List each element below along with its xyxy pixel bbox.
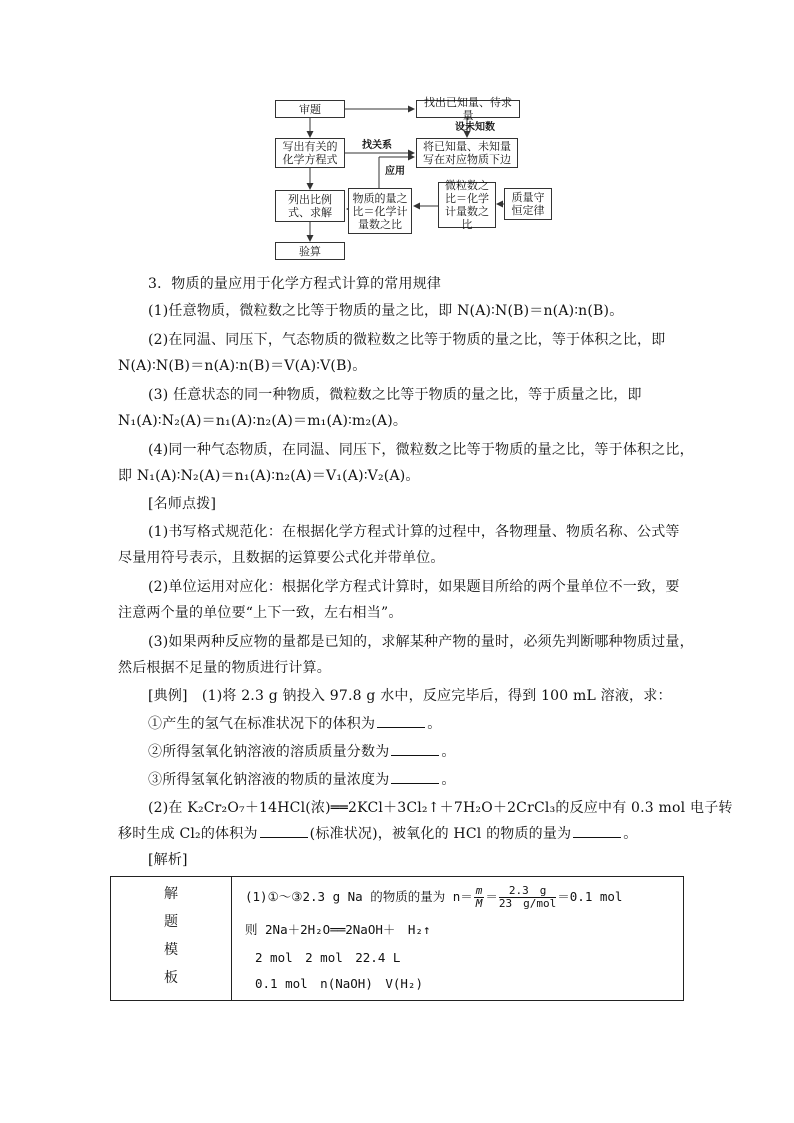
tip-2-line-1: (2)单位运用对应化：根据化学方程式计算时，如果题目所给的两个量单位不一致，要 <box>148 579 680 595</box>
tip-1-line-2: 尽量用符号表示，且数据的运算要公式化并带单位。 <box>118 550 445 566</box>
table-head-char-4: 板 <box>164 970 178 986</box>
question-2-end: 。 <box>441 744 456 760</box>
fraction-values <box>499 885 556 910</box>
analysis-heading: [解析] <box>148 852 188 868</box>
solution-line-1-pre: (1)①～③2.3 g Na 的物质的量为 n＝ <box>245 889 473 904</box>
flow-box-yansuan: 验算 <box>275 242 345 260</box>
rule-1: (1)任意物质，微粒数之比等于物质的量之比，即 N(A)∶N(B)＝n(A)∶n(B)。 <box>148 303 624 319</box>
fraction-denominator: M <box>475 897 483 910</box>
answer-blank <box>377 715 425 728</box>
tip-1-line-1: (1)书写格式规范化：在根据化学方程式计算的过程中，各物理量、物质名称、公式等 <box>148 524 680 540</box>
solution-template-table <box>110 876 684 1001</box>
solution-line-4: 0.1 mol n(NaOH) V(H₂) <box>255 976 423 991</box>
table-divider <box>231 877 232 1000</box>
tip-3-line-1: (3)如果两种反应物的量都是已知的，求解某种产物的量时，必须先判断哪种物质过量， <box>148 634 694 650</box>
tip-2-line-2: 注意两个量的单位要“上下一致，左右相当”。 <box>118 605 403 621</box>
solution-line-1-post: ＝0.1 mol <box>557 889 623 904</box>
fraction-denominator: 23 g/mol <box>498 897 557 910</box>
table-head-char-2: 题 <box>164 914 178 930</box>
flow-box-wuzhi: 物质的量之比＝化学计量数之比 <box>348 188 412 234</box>
flow-label-shewei: 设未知数 <box>455 122 495 133</box>
question-1-text: ①产生的氢气在标准状况下的体积为 <box>148 716 376 732</box>
question-3 <box>148 770 456 790</box>
rule-3-line-2: N₁(A)∶N₂(A)＝n₁(A)∶n₂(A)＝m₁(A)∶m₂(A)。 <box>118 413 408 429</box>
section-heading-3: 3．物质的量应用于化学方程式计算的常用规律 <box>148 276 442 292</box>
rule-2-line-2: N(A)∶N(B)＝n(A)∶n(B)＝V(A)∶V(B)。 <box>118 358 367 374</box>
fraction-numerator: 2.3 g <box>499 885 556 898</box>
solution-line-1 <box>245 885 622 910</box>
problem-2-end: 。 <box>623 826 638 842</box>
answer-blank <box>573 825 621 838</box>
table-head-char-3: 模 <box>164 942 178 958</box>
flow-box-zhiliang: 质量守恒定律 <box>504 188 552 220</box>
flow-box-weili: 微粒数之比＝化学计量数之比 <box>438 182 496 228</box>
problem-2-line-1: (2)在 K₂Cr₂O₇＋14HCl(浓)══2KCl＋3Cl₂↑＋7H₂O＋2CrCl₃的反应中有 0.3 mol 电子转 <box>148 800 733 816</box>
solution-line-3: 2 mol 2 mol 22.4 L <box>255 950 401 965</box>
fraction-numerator: m <box>475 884 483 897</box>
question-2 <box>148 742 456 762</box>
question-3-text: ③所得氢氧化钠溶液的物质的量浓度为 <box>148 772 390 788</box>
rule-4-line-1: (4)同一种气态物质，在同温、同压下，微粒数之比等于物质的量之比，等于体积之比， <box>148 442 694 458</box>
table-head-char-1: 解 <box>164 886 178 902</box>
rule-4-line-2: 即 N₁(A)∶N₂(A)＝n₁(A)∶n₂(A)＝V₁(A)∶V₂(A)。 <box>118 468 420 484</box>
problem-2-text-a: 移时生成 Cl₂的体积为 <box>118 826 258 842</box>
question-2-text: ②所得氢氧化钠溶液的溶质质量分数为 <box>148 744 390 760</box>
flow-box-xiechu: 写出有关的化学方程式 <box>275 138 345 168</box>
example-intro: [典例] (1)将 2.3 g 钠投入 97.8 g 水中，反应完毕后，得到 100 mL 溶液，求： <box>148 688 672 704</box>
answer-blank <box>391 743 439 756</box>
answer-blank <box>391 771 439 784</box>
rule-3-line-1: (3) 任意状态的同一种物质，微粒数之比等于物质的量之比，等于质量之比，即 <box>148 387 642 403</box>
question-3-end: 。 <box>441 772 456 788</box>
equals-sign: ＝ <box>485 889 498 904</box>
flow-box-lie: 列出比例式、求解 <box>275 190 345 222</box>
flow-box-shenti: 审题 <box>275 100 345 118</box>
flow-label-yingyong: 应用 <box>385 166 405 177</box>
question-1-end: 。 <box>427 716 442 732</box>
flow-box-zhaochu: 找出已知量、待求量 <box>416 100 520 118</box>
solution-line-2: 则 2Na＋2H₂O══2NaOH＋ H₂↑ <box>245 922 431 937</box>
flow-label-zhaoguanxi: 找关系 <box>362 140 392 151</box>
problem-2-line-2 <box>118 824 637 844</box>
tip-3-line-2: 然后根据不足量的物质进行计算。 <box>118 660 331 676</box>
flow-box-jiang: 将已知量、未知量写在对应物质下边 <box>416 138 518 168</box>
rule-2-line-1: (2)在同温、同压下，气态物质的微粒数之比等于物质的量之比，等于体积之比，即 <box>148 332 666 348</box>
answer-blank <box>260 825 308 838</box>
problem-2-text-b: (标准状况)，被氧化的 HCl 的物质的量为 <box>309 826 572 842</box>
fraction-m-over-M <box>474 885 485 910</box>
tips-heading: [名师点拨] <box>148 496 217 512</box>
question-1 <box>148 714 441 734</box>
